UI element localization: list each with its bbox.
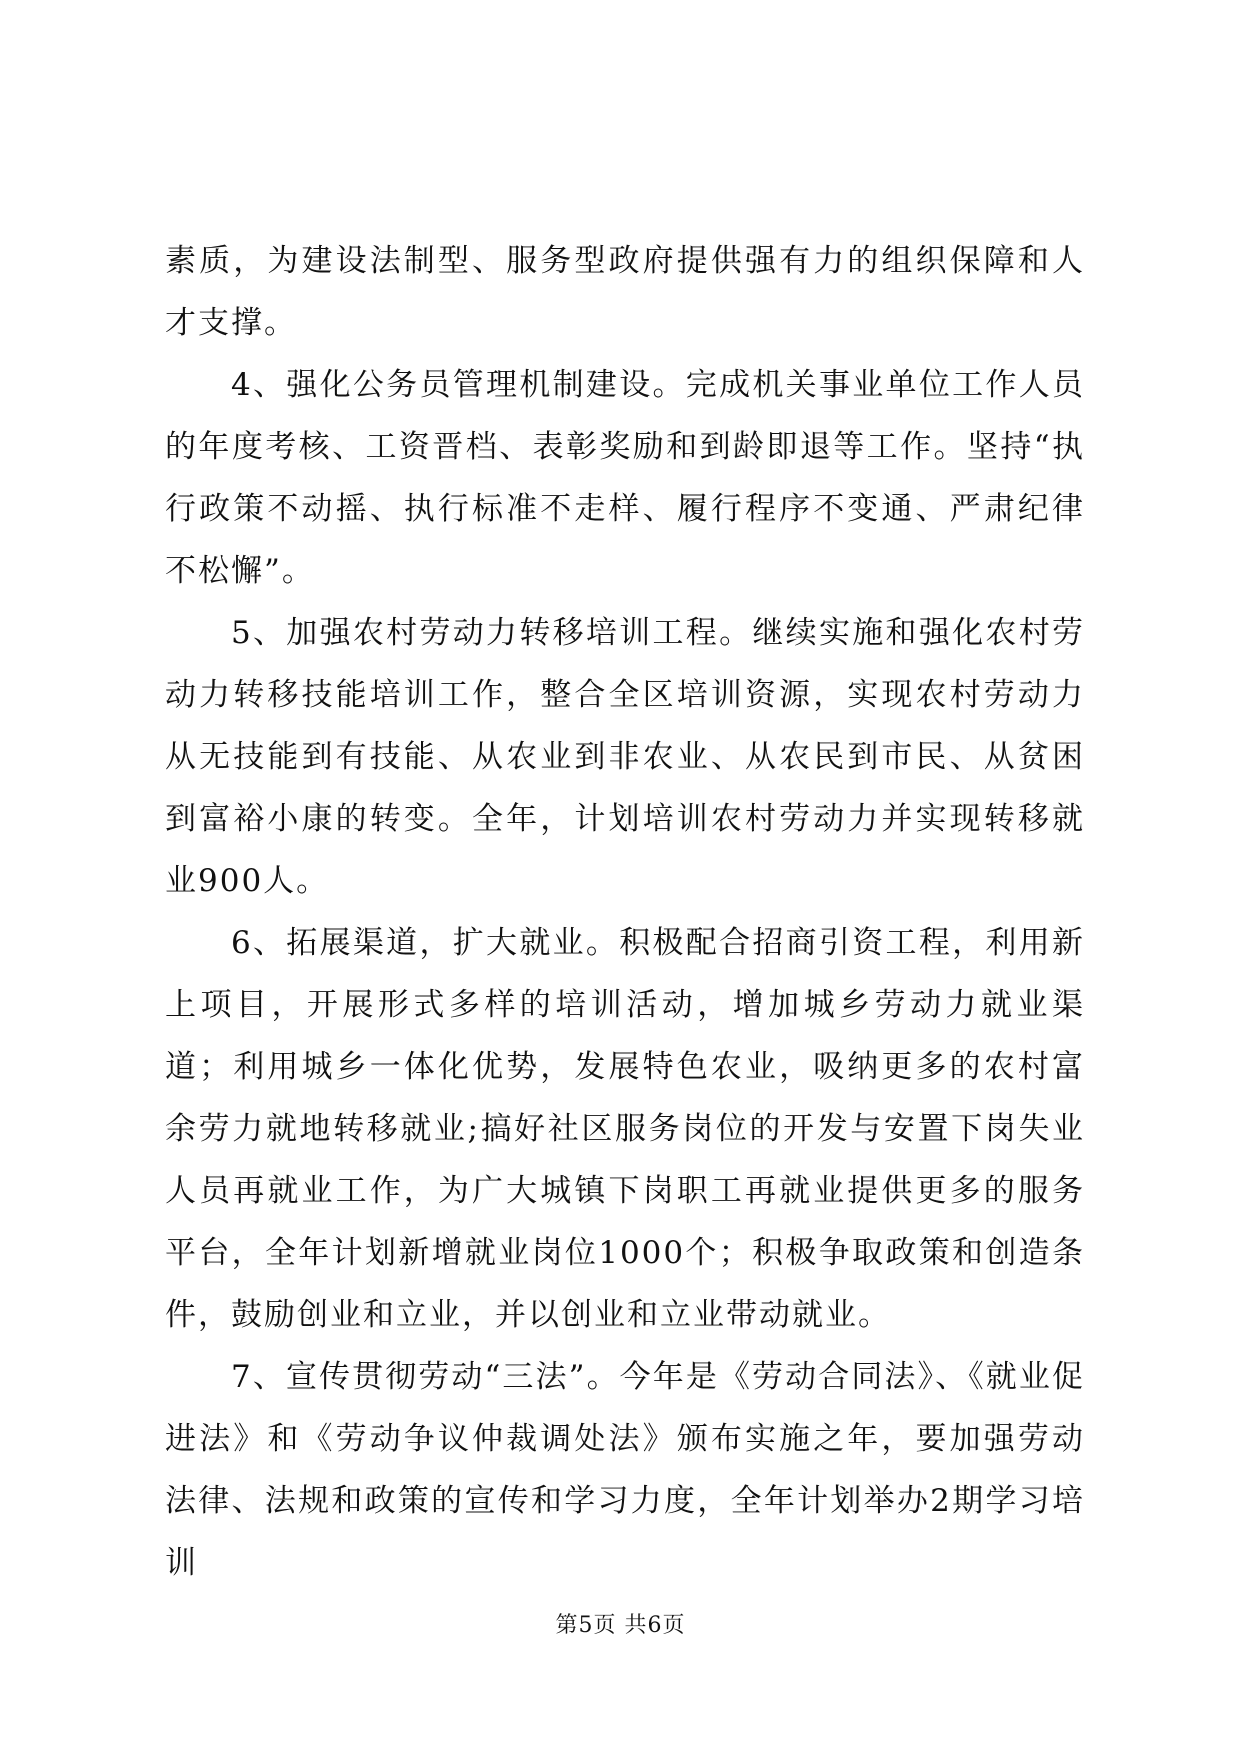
page-number-footer: 第5页 共6页 — [555, 1613, 686, 1638]
paragraph-item-5: 5、加强农村劳动力转移培训工程。继续实施和强化农村劳动力转移技能培训工作，整合全区培训资源，实现农村劳动力从无技能到有技能、从农业到非农业、从农民到市民、从贫困到富裕小康的转变。全年，计划培训农村劳动力并实现转移就业900人。 — [165, 615, 1085, 899]
paragraph-item-6: 6、拓展渠道，扩大就业。积极配合招商引资工程，利用新上项目，开展形式多样的培训活动，增加城乡劳动力就业渠道；利用城乡一体化优势，发展特色农业，吸纳更多的农村富余劳力就地转移就业;搞好社区服务岗位的开发与安置下岗失业人员再就业工作，为广大城镇下岗职工再就业提供更多的服务平台，全年计划新增就业岗位1000个；积极争取政策和创造条件，鼓励创业和立业，并以创业和立业带动就业。 — [165, 925, 1085, 1333]
paragraph-item-7: 7、宣传贯彻劳动“三法”。今年是《劳动合同法》、《就业促进法》和《劳动争议仲裁调处法》颁布实施之年，要加强劳动法律、法规和政策的宣传和学习力度，全年计划举办2期学习培训 — [165, 1359, 1085, 1581]
paragraph-item-4: 4、强化公务员管理机制建设。完成机关事业单位工作人员的年度考核、工资晋档、表彰奖励和到龄即退等工作。坚持“执行政策不动摇、执行标准不走样、履行程序不变通、严肃纪律不松懈”。 — [165, 367, 1085, 589]
body-text — [165, 230, 1085, 1594]
paragraph-continuation: 素质，为建设法制型、服务型政府提供强有力的组织保障和人才支撑。 — [165, 243, 1085, 341]
